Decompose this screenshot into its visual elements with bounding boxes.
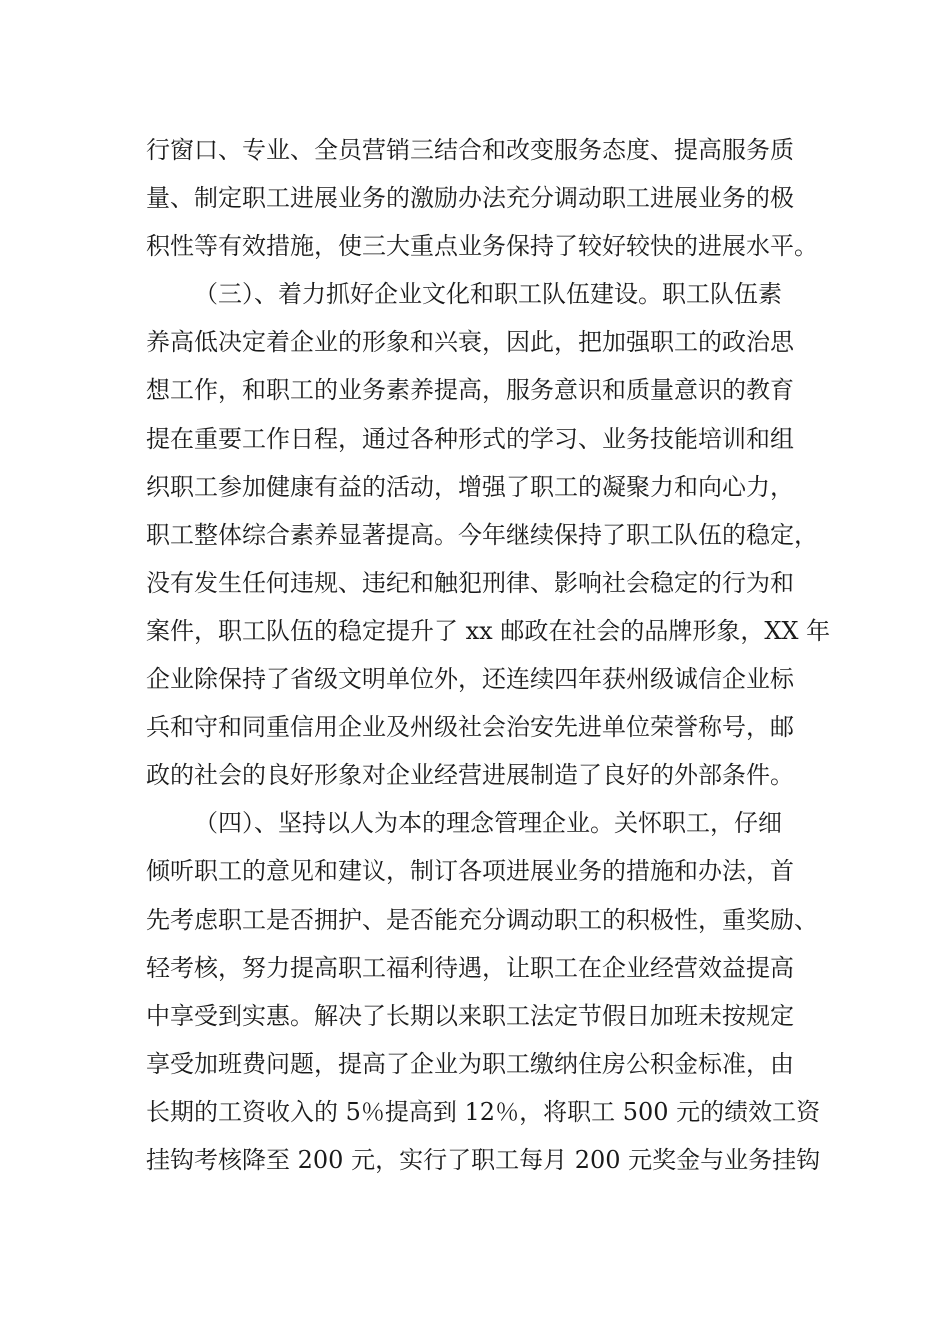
section-three-heading-line: （三）、着力抓好企业文化和职工队伍建设。职工队伍素	[194, 280, 782, 309]
text-line: 兵和守和同重信用企业及州级社会治安先进单位荣誉称号，邮	[146, 713, 794, 742]
text-line: 行窗口、专业、全员营销三结合和改变服务态度、提高服务质	[146, 136, 794, 164]
section-four-heading-line: （四）、坚持以人为本的理念管理企业。关怀职工，仔细	[194, 809, 782, 838]
text-line: 挂钩考核降至 200 元，实行了职工每月 200 元奖金与业务挂钩	[146, 1145, 821, 1174]
text-line: 案件，职工队伍的稳定提升了 xx 邮政在社会的品牌形象，XX 年	[146, 616, 831, 645]
body-text	[146, 126, 831, 1184]
text-line: 倾听职工的意见和建议，制订各项进展业务的措施和办法，首	[146, 857, 794, 886]
text-line: 想工作，和职工的业务素养提高，服务意识和质量意识的教育	[146, 376, 794, 405]
text-line: 积性等有效措施，使三大重点业务保持了较好较快的进展水平。	[146, 232, 818, 261]
text-line: 没有发生任何违规、违纪和触犯刑律、影响社会稳定的行为和	[146, 568, 794, 597]
text-line: 企业除保持了省级文明单位外，还连续四年获州级诚信企业标	[146, 665, 794, 694]
text-line: 先考虑职工是否拥护、是否能充分调动职工的积极性，重奖励、	[146, 905, 818, 934]
text-line: 轻考核，努力提高职工福利待遇，让职工在企业经营效益提高	[146, 953, 794, 982]
text-line: 享受加班费问题，提高了企业为职工缴纳住房公积金标准，由	[146, 1049, 794, 1078]
text-line: 织职工参加健康有益的活动，增强了职工的凝聚力和向心力，	[146, 472, 794, 501]
text-line: 提在重要工作日程，通过各种形式的学习、业务技能培训和组	[146, 424, 794, 453]
text-line: 长期的工资收入的 5％提高到 12％，将职工 500 元的绩效工资	[146, 1097, 821, 1126]
text-line: 职工整体综合素养显著提高。今年继续保持了职工队伍的稳定，	[146, 520, 818, 549]
text-line: 量、制定职工进展业务的激励办法充分调动职工进展业务的极	[146, 184, 794, 213]
text-line: 中享受到实惠。解决了长期以来职工法定节假日加班未按规定	[146, 1001, 794, 1030]
text-line: 养高低决定着企业的形象和兴衰，因此，把加强职工的政治思	[146, 328, 794, 357]
text-line: 政的社会的良好形象对企业经营进展制造了良好的外部条件。	[146, 761, 794, 790]
